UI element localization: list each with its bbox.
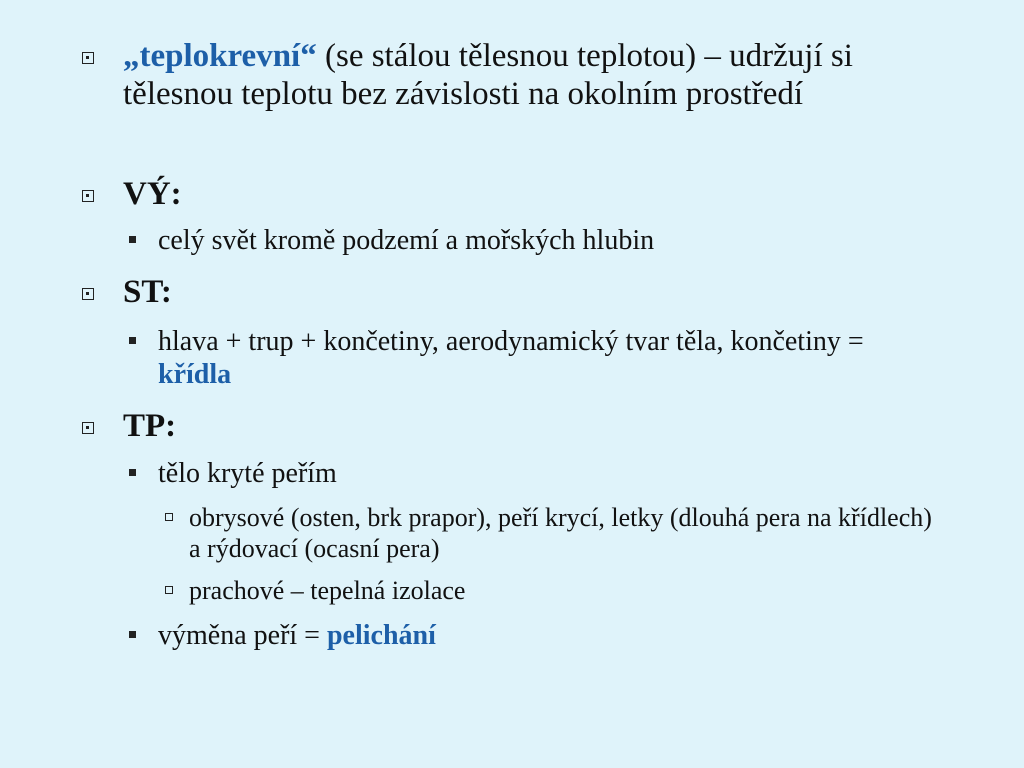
hollow-square-bullet-icon [165,513,173,521]
bullet-item-st [82,273,942,311]
highlight-term: křídla [158,359,232,390]
bullet-text [123,37,942,113]
bullet-text [158,325,939,391]
sub-bullet-body-structure [129,325,939,391]
highlight-term: „teplokrevní“ [123,38,317,74]
bullet-body: (se stálou tělesnou teplotou) – udržují si tělesnou teplotu bez závislosti na okolním prostředí [123,38,853,112]
bullet-body: hlava + trup + končetiny, aerodynamický tvar těla, končetiny = [158,326,864,357]
sub-bullet-feathers [129,457,939,490]
hollow-square-bullet-icon [165,586,173,594]
boxed-square-bullet-icon [82,52,94,64]
boxed-square-bullet-icon [82,190,94,202]
filled-square-bullet-icon [129,337,136,344]
filled-square-bullet-icon [129,469,136,476]
bullet-body: prachové – tepelná izolace [189,576,466,605]
filled-square-bullet-icon [129,631,136,638]
bullet-body: výměna peří = [158,620,327,651]
section-heading: TP: [123,408,177,444]
sub-bullet-moulting [129,619,939,652]
sub-sub-bullet-down [165,575,945,606]
sub-bullet-habitat [129,224,939,257]
bullet-body: celý svět kromě podzemí a mořských hlubin [158,225,655,256]
bullet-item-tp [82,407,942,445]
bullet-body: obrysové (osten, brk prapor), peří krycí, letky (dlouhá pera na křídlech) a rýdovací (ocasní pera) [189,503,932,563]
section-heading: ST: [123,274,172,310]
bullet-item-vy [82,175,942,213]
highlight-term: pelichání [326,620,436,651]
boxed-square-bullet-icon [82,422,94,434]
filled-square-bullet-icon [129,236,136,243]
boxed-square-bullet-icon [82,288,94,300]
bullet-item-warm-blooded [82,37,942,113]
section-heading: VÝ: [123,176,182,212]
bullet-body: tělo kryté peřím [158,458,337,489]
bullet-text [158,619,939,652]
sub-sub-bullet-feather-types [165,502,945,564]
